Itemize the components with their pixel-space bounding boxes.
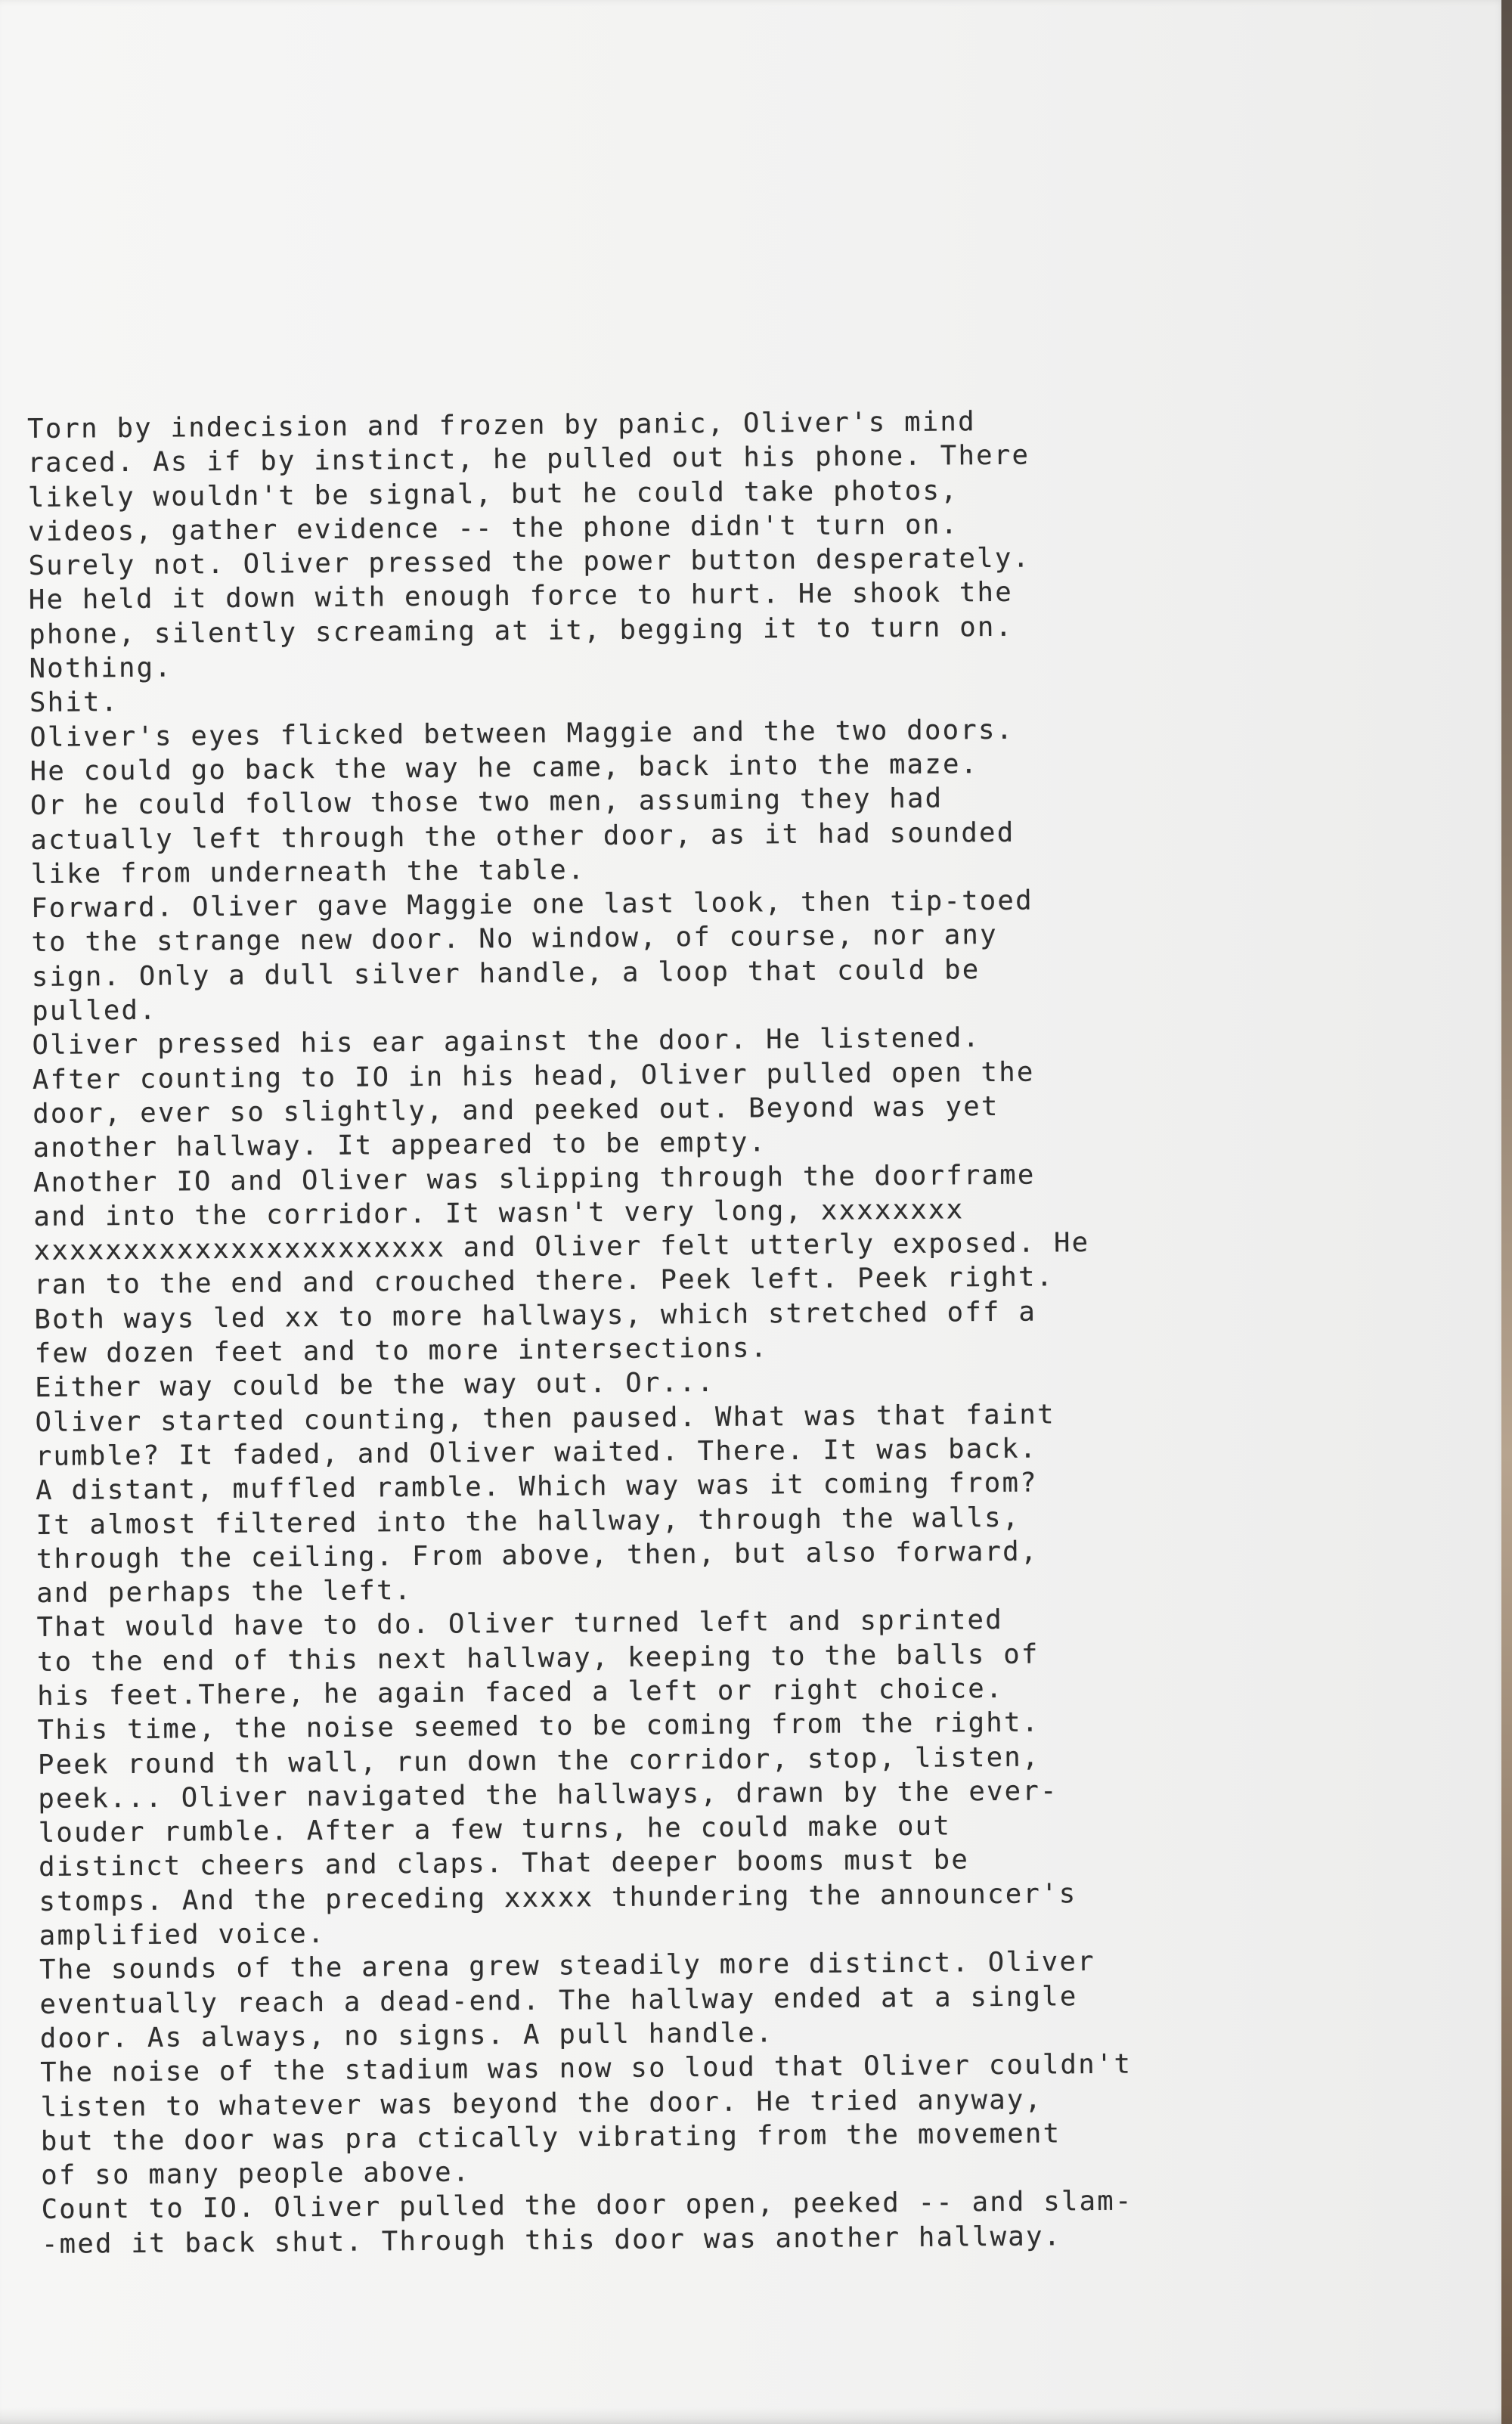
- text-line: Either way could be the way out. Or...: [34, 1367, 715, 1404]
- typewritten-text: [27, 402, 1297, 2261]
- text-line: another hallway. It appeared to be empty.: [33, 1127, 767, 1164]
- text-line: his feet.There, he again faced a left or right choice.: [37, 1672, 1004, 1712]
- text-line: After counting to IO in his head, Oliver pulled open the: [32, 1056, 1035, 1096]
- text-line: stomps. And the preceding xxxxx thundering the announcer's: [39, 1877, 1077, 1917]
- text-line: The noise of the stadium was now so loud that Oliver couldn't: [40, 2048, 1132, 2089]
- text-line: rumble? It faded, and Oliver waited. There. It was back.: [35, 1433, 1038, 1472]
- text-line: This time, the noise seemed to be coming from the right.: [37, 1706, 1040, 1747]
- text-line: Oliver's eyes flicked between Maggie and the two doors.: [29, 714, 1015, 753]
- text-line: videos, gather evidence -- the phone didn't turn on.: [28, 509, 959, 547]
- text-line: peek... Oliver navigated the hallways, drawn by the ever-: [38, 1775, 1058, 1815]
- page-edge-background: [1501, 0, 1512, 2424]
- text-line: sign. Only a dull silver handle, a loop that could be: [31, 953, 981, 993]
- text-line: but the door was pra ctically vibrating from the movement: [40, 2118, 1061, 2157]
- text-line: actually left through the other door, as it had sounded: [30, 817, 1015, 856]
- text-line: eventually reach a dead-end. The hallway ended at a single: [39, 1980, 1078, 2020]
- text-line: to the strange new door. No window, of course, nor any: [31, 919, 998, 959]
- text-line: xxxxxxxxxxxxxxxxxxxxxxx and Oliver felt utterly exposed. He: [33, 1227, 1090, 1267]
- text-line: like from underneath the table.: [30, 854, 586, 890]
- text-line: door. As always, no signs. A pull handle.: [39, 2017, 774, 2054]
- text-line: louder rumble. After a few turns, he could make out: [38, 1810, 952, 1849]
- text-line: He could go back the way he came, back into the maze.: [29, 749, 979, 787]
- text-line: It almost filtered into the hallway, through the walls,: [36, 1502, 1021, 1541]
- text-line: The sounds of the arena grew steadily more distinct. Oliver: [39, 1946, 1096, 1986]
- text-line: Surely not. Oliver pressed the power button desperately.: [28, 542, 1031, 582]
- text-line: Shit.: [29, 687, 119, 719]
- text-line: door, ever so slightly, and peeked out. Beyond was yet: [33, 1090, 999, 1130]
- text-line: A distant, muffled ramble. Which way was it coming from?: [36, 1467, 1039, 1507]
- text-line: phone, silently screaming at it, begging it to turn on.: [29, 611, 1014, 650]
- text-line: raced. As if by instinct, he pulled out his phone. There: [27, 439, 1030, 479]
- text-line: few dozen feet and to more intersections.: [34, 1332, 769, 1369]
- text-line: Or he could follow those two men, assuming they had: [29, 783, 943, 822]
- text-line: distinct cheers and claps. That deeper booms must be: [38, 1844, 970, 1883]
- text-line: He held it down with enough force to hurt. He shook the: [28, 577, 1014, 616]
- text-line: pulled.: [32, 994, 158, 1028]
- text-line: Oliver pressed his ear against the door. He listened.: [32, 1022, 981, 1062]
- text-line: listen to whatever was beyond the door. He tried anyway,: [40, 2084, 1043, 2123]
- text-line: and perhaps the left.: [36, 1575, 413, 1610]
- text-line: likely wouldn't be signal, but he could take photos,: [27, 474, 959, 513]
- text-line: Oliver started counting, then paused. What was that faint: [35, 1398, 1055, 1438]
- text-line: Peek round th wall, run down the corridor, stop, listen,: [37, 1741, 1040, 1781]
- page-bottom-shadow: [0, 2407, 1512, 2424]
- text-line: Another IO and Oliver was slipping through the doorframe: [33, 1159, 1036, 1198]
- text-line: of so many people above.: [41, 2156, 471, 2192]
- text-line: That would have to do. Oliver turned left and sprinted: [36, 1604, 1004, 1644]
- text-line: Nothing.: [29, 652, 173, 685]
- text-line: -med it back shut. Through this door was another hallway.: [41, 2221, 1062, 2260]
- text-line: Count to IO. Oliver pulled the door open, peeked -- and slam-: [41, 2186, 1133, 2226]
- text-line: and into the corridor. It wasn't very long, xxxxxxxx: [33, 1194, 965, 1232]
- text-line: through the ceiling. From above, then, but also forward,: [36, 1536, 1039, 1575]
- text-line: ran to the end and crouched there. Peek left. Peek right.: [33, 1261, 1055, 1301]
- text-line: to the end of this next hallway, keeping to the balls of: [36, 1638, 1040, 1678]
- text-line: amplified voice.: [39, 1918, 326, 1951]
- text-line: Forward. Oliver gave Maggie one last look, then tip-toed: [30, 885, 1033, 925]
- text-line: Torn by indecision and frozen by panic, Oliver's mind: [27, 406, 976, 445]
- text-line: Both ways led xx to more hallways, which stretched off a: [34, 1296, 1037, 1335]
